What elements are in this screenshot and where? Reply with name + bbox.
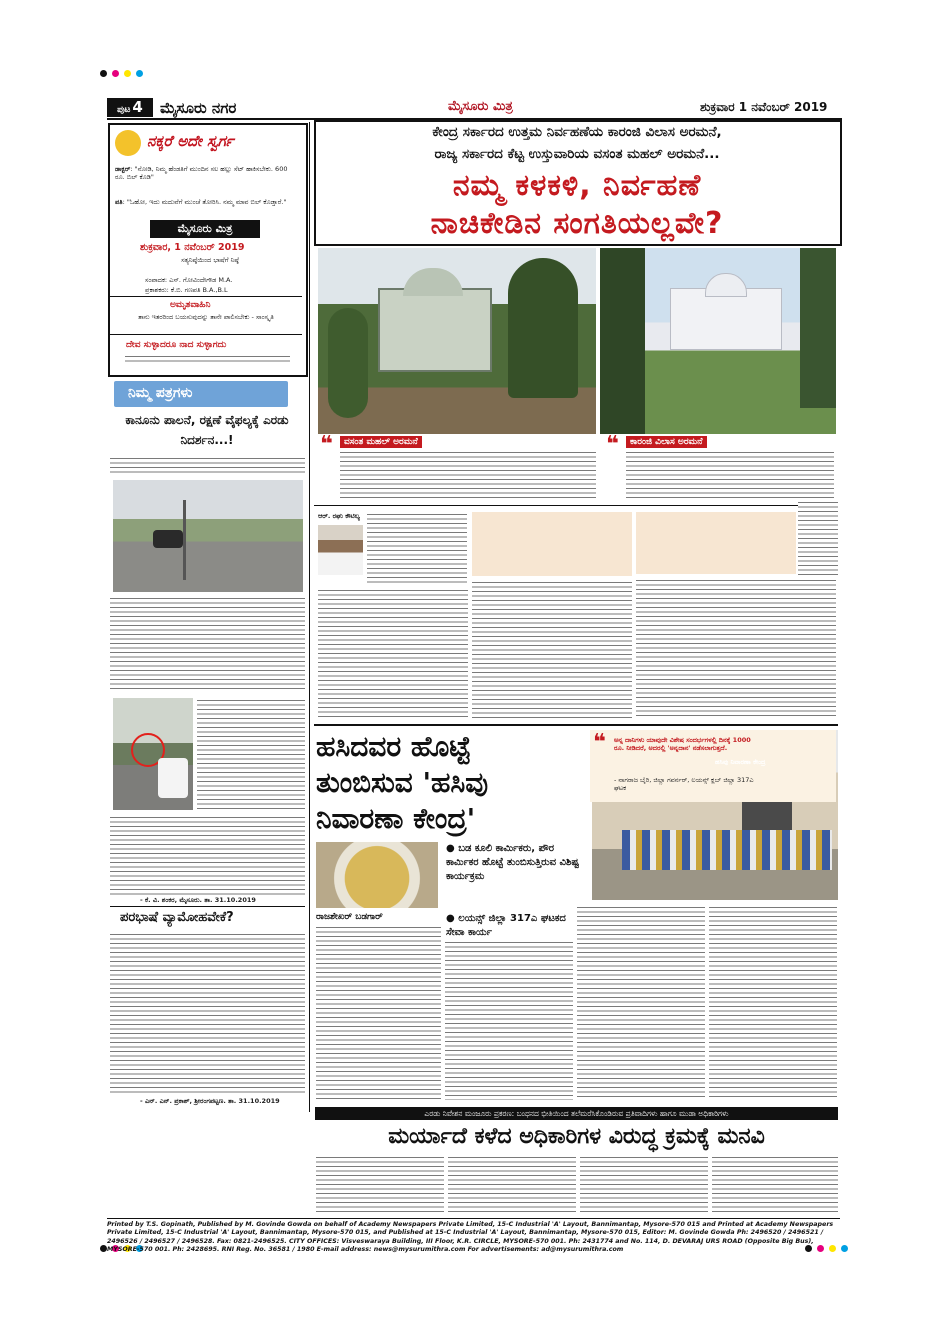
laughing-face-icon <box>115 130 141 156</box>
letter2-signoff: - ಎನ್. ಎನ್. ಪ್ರಕಾಶ್, ಶ್ರೀರಂಗಪಟ್ಟಣ. ತಾ. 31.10.2019 <box>140 1097 280 1105</box>
road-photo <box>113 480 303 592</box>
lead-body-col1b <box>318 588 468 718</box>
lead-byline: ಆರ್. ರಘು ಕೌಟಿಲ್ಯ <box>318 512 360 520</box>
registration-mark <box>100 1245 107 1252</box>
story2-headline-2: ತುಂಬಿಸುವ 'ಹಸಿವು <box>316 766 489 799</box>
joke-line1: ಡಾಕ್ಟರ್: "ನೋಡಿ, ನಿಮ್ಮ ಹೆಂಡತಿಗೆ ಮುಂದಿನ ಸಲ ಹಲ್ಲು ಸೆಟ್ ಹಾಕಿಸಬೇಕು. 600 ರೂ. ಬಿಲ್ ಕೊಡಿ" <box>115 165 288 181</box>
quote-title: ದೇವ ಸುಳ್ಳಾದರೂ ನಾದ ಸುಳ್ಳಾಗದು <box>126 340 227 350</box>
bottom-kicker: ಎರಡು ನಿವೇಶನ ಮಂಜೂರು ಪ್ರಕರಣ: ಬಂಧನದ ಭೀತಿಯಿಂದ ತಲೆಮರೆಸಿಕೊಂಡಿರುವ ಪ್ರತಿವಾದಿಗಳು ಹಾಗೂ ಮುಡಾ ಅಧಿಕಾರಿಗಳು <box>315 1107 838 1120</box>
lead-body-col2 <box>472 580 632 718</box>
lead-body-col4 <box>798 500 838 578</box>
paper-name-band: ಮೈಸೂರು ಮಿತ್ರ <box>150 220 260 238</box>
bottom-body-2 <box>448 1155 576 1215</box>
registration-mark <box>100 70 107 77</box>
page-label: ಪುಟ <box>117 105 131 115</box>
bottom-body-3 <box>580 1155 708 1215</box>
letter1-signoff: - ಕೆ. ವಿ. ಶಂಕರ, ಮೈಸೂರು. ತಾ. 31.10.2019 <box>140 896 256 904</box>
lead-body-col1 <box>367 512 467 584</box>
vasantha-mahal-photo <box>318 248 596 434</box>
caption2-title: ಕಾರಂಜಿ ವಿಲಾಸ ಅರಮನೆ <box>626 436 707 448</box>
caption1-title: ವಸಂತ ಮಹಲ್ ಅರಮನೆ <box>340 436 422 448</box>
story2-headline-1: ಹಸಿದವರ ಹೊಟ್ಟೆ <box>316 730 471 763</box>
lead-pullquote-2 <box>636 512 796 574</box>
letters-banner <box>114 381 288 407</box>
story2-bullet-2-text: ಲಯನ್ಸ್ ಜಿಲ್ಲಾ 317ಎ ಘಟಕದ ಸೇವಾ ಕಾರ್ಯ <box>446 913 566 938</box>
story2-bullet-1: ● ಬಡ ಕೂಲಿ ಕಾರ್ಮಿಕರು, ಪೌರ ಕಾರ್ಮಿಕರ ಹೊಟ್ಟೆ ತುಂಬಿಸುತ್ತಿರುವ ವಿಶಿಷ್ಟ ಕಾರ್ಯಕ್ರಮ <box>446 843 579 882</box>
joke-line2-label: ಪತಿ <box>115 198 123 206</box>
letters-banner-text: ನಿಮ್ಮ ಪತ್ರಗಳು <box>128 385 193 401</box>
caption1-text <box>340 450 596 500</box>
joke-title-text: ನಕ್ಕರೆ ಅದೇ ಸ್ವರ್ಗ <box>147 132 234 150</box>
lead-kicker-2: ರಾಜ್ಯ ಸರ್ಕಾರದ ಕೆಟ್ಟ ಉಸ್ತುವಾರಿಯ ವಸಂತ ಮಹಲ್ ಅರಮನೆ... <box>434 146 720 162</box>
story2-byline: ರಾಜಶೇಖರ್ ಬಡಗಾರ್ <box>316 912 383 922</box>
lead-body-col3 <box>636 578 836 718</box>
quote-mark-icon: ❝ <box>606 432 619 457</box>
divider <box>110 334 302 335</box>
divider <box>110 296 302 297</box>
joke-line2-text: "ಓಹೋ, ಇದು ಮದುವೆಗೆ ಮುಂಚೆ ತೋರಿಸಿ. ನಮ್ಮ ಮಾವ ಬಿಲ್ ಕೊಡ್ತಾರೆ." <box>126 198 287 206</box>
divider <box>110 906 305 907</box>
letter2-body <box>110 932 305 1094</box>
registration-mark <box>112 70 119 77</box>
editor-line: ಸಂಪಾದಕ: ಎಸ್. ಗೋವಿಂದೇಗೌಡ M.A. <box>145 276 233 284</box>
registration-mark <box>136 70 143 77</box>
registration-mark <box>124 70 131 77</box>
letter2-title: ಪರಭಾಷೆ ವ್ಯಾಮೋಹವೇಕೆ? <box>120 910 234 925</box>
letter1-title: ಕಾನೂನು ಪಾಲನೆ, ರಕ್ಷಣೆ ವೈಫಲ್ಯಕ್ಕೆ ಎರಡು ನಿದರ್ಶನ...! <box>125 413 289 447</box>
divider <box>314 505 838 506</box>
caption2-text <box>626 450 834 500</box>
page-number: 4 <box>132 98 143 116</box>
lead-kicker-1: ಕೇಂದ್ರ ಸರ್ಕಾರದ ಉತ್ತಮ ನಿರ್ವಹಣೆಯ ಕಾರಂಜಿ ವಿಲಾಸ ಅರಮನೆ, <box>432 124 722 140</box>
publisher-line: ಪ್ರಕಾಶಕರು: ಕೆ.ಬಿ. ಗಣಪತಿ B.A.,B.L <box>145 286 228 294</box>
lead-headline-1: ನಮ್ಮ ಕಳಕಳಿ, ನಿರ್ವಹಣೆ <box>452 168 702 203</box>
traffic-photo <box>113 698 193 810</box>
story2-body-1 <box>316 925 441 1100</box>
joke-title <box>115 128 295 158</box>
quote-text <box>125 354 290 364</box>
centre-sign-text: ಹಸಿವು ನಿವಾರಣಾ ಕೇಂದ್ರ <box>715 758 766 766</box>
joke-line1-text: "ನೋಡಿ, ನಿಮ್ಮ ಹೆಂಡತಿಗೆ ಮುಂದಿನ ಸಲ ಹಲ್ಲು ಸೆಟ್ ಹಾಕಿಸಬೇಕು. 600 ರೂ. ಬಿಲ್ ಕೊಡಿ" <box>115 165 288 181</box>
lead-headline-2: ನಾಚಿಕೇಡಿನ ಸಂಗತಿಯಲ್ಲವೇ? <box>430 206 724 241</box>
story2-headline-3: ನಿವಾರಣಾ ಕೇಂದ್ರ' <box>316 802 476 835</box>
quote-mark-icon: ❝ <box>593 730 606 755</box>
page-number-badge <box>107 98 153 117</box>
thought-text: ತಾನು ಇತರರಿಂದ ಬಯಸುವುದನ್ನು ತಾನೇ ಪಾಲಿಸಬೇಕು - ಸಾಂಸ್ಕೃತಿ <box>138 313 274 321</box>
story2-bullet-2: ● ಲಯನ್ಸ್ ಜಿಲ್ಲಾ 317ಎ ಘಟಕದ ಸೇವಾ ಕಾರ್ಯ <box>446 913 566 938</box>
joke-line2: ಪತಿ: "ಓಹೋ, ಇದು ಮದುವೆಗೆ ಮುಂಚೆ ತೋರಿಸಿ. ನಮ್ಮ ಮಾವ ಬಿಲ್ ಕೊಡ್ತಾರೆ." <box>115 198 287 206</box>
bottom-body-4 <box>712 1155 838 1215</box>
story2-body-4 <box>709 905 837 1100</box>
joke-line1-label: ಡಾಕ್ಟರ್ <box>115 165 131 173</box>
section-name: ಮೈಸೂರು ನಗರ <box>160 99 237 117</box>
paper-tagline: ಸತ್ಯನಿಷ್ಠೆಯಿಂದ ಭಾಷೆಗೆ ನಿಷ್ಠೆ <box>181 256 239 264</box>
story2-body-3 <box>577 905 705 1100</box>
letter1-body-3 <box>197 698 305 810</box>
registration-mark <box>841 1245 848 1252</box>
quote-mark-icon: ❝ <box>320 432 333 457</box>
masthead-small: ಮೈಸೂರು ಮಿತ್ರ <box>448 99 513 114</box>
bottom-headline: ಮರ್ಯಾದೆ ಕಳೆದ ಅಧಿಕಾರಿಗಳ ವಿರುದ್ಧ ಕ್ರಮಕ್ಕೆ ಮನವಿ <box>388 1124 765 1149</box>
thought-title: ಅಮೃತವಾಹಿನಿ <box>170 300 211 310</box>
karanji-vilas-photo <box>600 248 836 434</box>
bottom-body-1 <box>316 1155 444 1215</box>
food-photo <box>316 842 438 908</box>
story2-body-2 <box>445 940 573 1100</box>
letter1-body <box>110 456 305 476</box>
story2-bullet-1-text: ಬಡ ಕೂಲಿ ಕಾರ್ಮಿಕರು, ಪೌರ ಕಾರ್ಮಿಕರ ಹೊಟ್ಟೆ ತುಂಬಿಸುತ್ತಿರುವ ವಿಶಿಷ್ಟ ಕಾರ್ಯಕ್ರಮ <box>446 843 579 882</box>
imprint: Printed by T.S. Gopinath, Published by M. Govinde Gowda on behalf of Academy Newspapers Private Limited, 15-C Industrial 'A' Layout, Bannimantap, Mysore-570 015 and Printed at Academy Newspapers Private Limited, 15-C Industrial 'A' Layout, Bannimantap, Mysore-570 015, and Published at 15-C Industrial 'A' Layout, Bannimantap, Mysore-570 015, Editor: M. Govinde Gowda Ph: 2496520 / 2496521 / 2496526 / 2496527 / 2496528. Fax: 0821-2496525. CITY OFFICES: Visveswaraya Building, III Floor, K.R. CIRCLE, MYSORE-570 001. Ph: 2431774 and No. 114, D. DEVARAJ URS ROAD (Opposite Big Bus), MYSORE-570 001. Ph: 2428695. RNI Reg. No. 36581 / 1980 E-mail address: news@mysurumithra.com For advertisements: ad@mysurumithra.com <box>107 1221 834 1254</box>
imprint-rule <box>107 1218 840 1219</box>
paper-date: ಶುಕ್ರವಾರ, 1 ನವೆಂಬರ್ 2019 <box>140 242 245 253</box>
sidebar-column-rule <box>309 122 310 1112</box>
lead-pullquote <box>472 512 632 576</box>
letter1-body-2 <box>110 596 305 692</box>
divider <box>314 724 838 726</box>
story2-quote-author: - ನಾಗರಾಜ ಬೈರಿ, ಜಿಲ್ಲಾ ಗವರ್ನರ್, ಲಯನ್ಸ್ ಕ್ಲಬ್ ಜಿಲ್ಲಾ 317ಎ ಘಟಕ <box>614 776 754 792</box>
story2-quote: ಅನ್ನ ದಾನಿಗಳು ಯಾವುದೇ ವಿಶೇಷ ಸಂದರ್ಭಗಳಲ್ಲಿ ದಿನಕ್ಕೆ 1000 ರೂ. ನೀಡಿದರೆ, ಅದರಲ್ಲಿ 'ಅನ್ನದಾನ' ನಡೆಸಲಾಗುತ್ತದೆ. <box>614 736 751 752</box>
page-date: ಶುಕ್ರವಾರ 1 ನವೆಂಬರ್ 2019 <box>700 100 828 114</box>
letter1-body-4 <box>110 815 305 895</box>
author-photo <box>318 525 363 575</box>
